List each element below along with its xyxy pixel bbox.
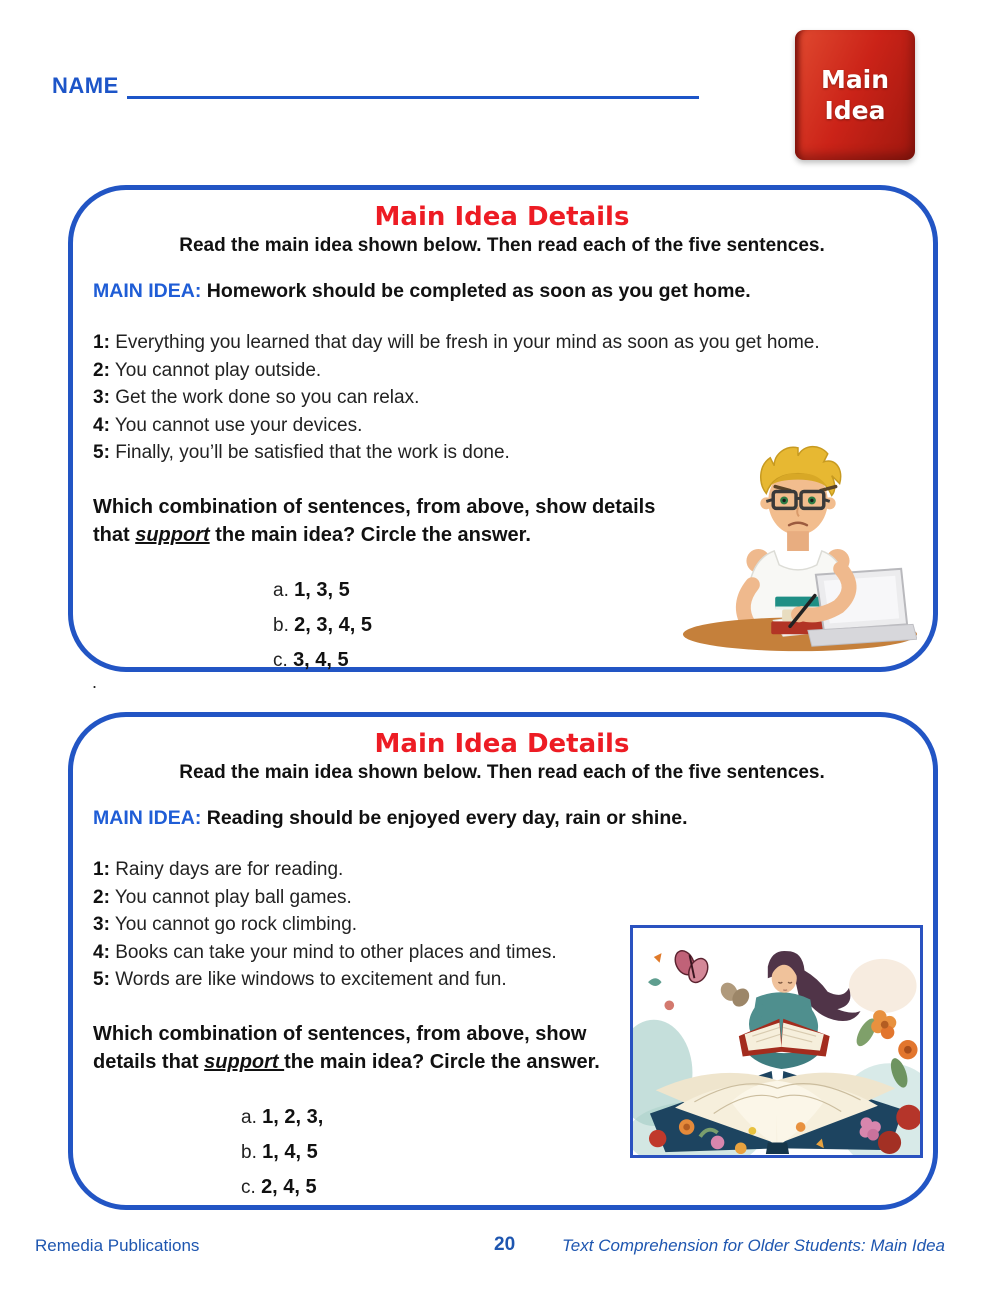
sentence-text: You cannot go rock climbing.: [114, 914, 358, 935]
sentence-2: [93, 884, 911, 912]
sentence-number: 5:: [93, 969, 110, 990]
footer-publisher: Remedia Publications: [35, 1236, 200, 1255]
badge-line-1: Main: [820, 65, 890, 94]
main-idea-line: [93, 280, 911, 303]
name-label: NAME: [52, 73, 119, 98]
worksheet-subtitle: Read the main idea shown below. Then read each of the five sentences.: [179, 762, 825, 783]
sentence-number: 2:: [93, 886, 110, 908]
question-line-2-before: details that: [93, 1050, 205, 1073]
question-line-1: Which combination of sentences, from above, show details: [93, 495, 656, 518]
question-emphasis: support: [204, 1050, 285, 1073]
option-letter: b.: [273, 614, 289, 636]
sentence-text: Words are like windows to excitement and fun.: [115, 969, 507, 990]
option-letter: a.: [273, 579, 289, 601]
sentence-number: 3:: [93, 914, 110, 935]
sentence-3: [93, 384, 911, 412]
sentence-number: 4:: [93, 414, 110, 436]
question-line-1: Which combination of sentences, from above, show: [93, 1022, 587, 1045]
sentence-number: 5:: [93, 442, 110, 463]
worksheet-subtitle: Read the main idea shown below. Then read each of the five sentences.: [179, 235, 825, 256]
option-letter: b.: [241, 1141, 257, 1163]
girl-reading-on-giant-book-illustration: [630, 925, 923, 1158]
badge-line-2: Idea: [824, 96, 886, 125]
footer-page-number: 20: [494, 1234, 516, 1255]
boy-studying-at-laptop-illustration: [679, 437, 917, 661]
question-line-2-after: the main idea? Circle the answer.: [209, 523, 531, 546]
option-letter: c.: [241, 1176, 256, 1198]
worksheet-title: Main Idea Details: [374, 729, 630, 759]
sentence-text: Rainy days are for reading.: [115, 859, 344, 880]
worksheet-box-1: [68, 185, 938, 672]
option-value: 1, 3, 5: [294, 578, 350, 601]
question-line-2-before: that: [93, 523, 136, 546]
option-value: 1, 4, 5: [262, 1140, 318, 1163]
sentence-text: Books can take your mind to other places and times.: [115, 941, 557, 963]
main-idea-label: MAIN IDEA:: [93, 807, 202, 829]
page-footer: [0, 1234, 1000, 1264]
option-value: 3, 4, 5: [293, 648, 349, 671]
sentence-number: 1:: [93, 332, 110, 353]
stray-period: .: [92, 672, 98, 692]
option-letter: a.: [241, 1106, 257, 1128]
main-idea-label: MAIN IDEA:: [93, 280, 202, 302]
question-line-2-after: the main idea? Circle the answer.: [284, 1050, 600, 1073]
worksheet-title: Main Idea Details: [374, 202, 630, 232]
sentence-2: [93, 357, 911, 385]
option-value: 1, 2, 3,: [262, 1105, 324, 1128]
sentence-number: 2:: [93, 359, 110, 381]
worksheet-box-2: [68, 712, 938, 1210]
main-idea-text: Homework should be completed as soon as you get home.: [206, 280, 751, 302]
answer-option-c[interactable]: [241, 1170, 911, 1205]
sentence-text: Everything you learned that day will be fresh in your mind as soon as you get home.: [115, 332, 820, 353]
sentence-text: Finally, you’ll be satisfied that the work is done.: [115, 442, 510, 463]
footer-book-title: Text Comprehension for Older Students: Main Idea: [561, 1236, 945, 1255]
option-letter: c.: [273, 649, 288, 671]
question-emphasis: support: [135, 523, 210, 546]
sentence-4: [93, 412, 911, 440]
sentence-number: 3:: [93, 387, 110, 408]
name-input-line[interactable]: [127, 72, 699, 99]
sentence-1: [93, 856, 911, 884]
name-field-row: [52, 72, 699, 99]
sentence-number: 1:: [93, 859, 110, 880]
sentence-text: Get the work done so you can relax.: [115, 387, 420, 408]
main-idea-line: [93, 807, 911, 830]
sentence-number: 4:: [93, 941, 110, 963]
option-value: 2, 3, 4, 5: [294, 613, 372, 636]
sentence-text: You cannot use your devices.: [114, 414, 363, 436]
sentence-1: [93, 329, 911, 357]
main-idea-text: Reading should be enjoyed every day, rain or shine.: [206, 807, 688, 829]
main-idea-book-badge: [795, 30, 915, 160]
sentence-text: You cannot play ball games.: [114, 886, 352, 908]
option-value: 2, 4, 5: [261, 1175, 317, 1198]
sentence-text: You cannot play outside.: [114, 359, 322, 381]
